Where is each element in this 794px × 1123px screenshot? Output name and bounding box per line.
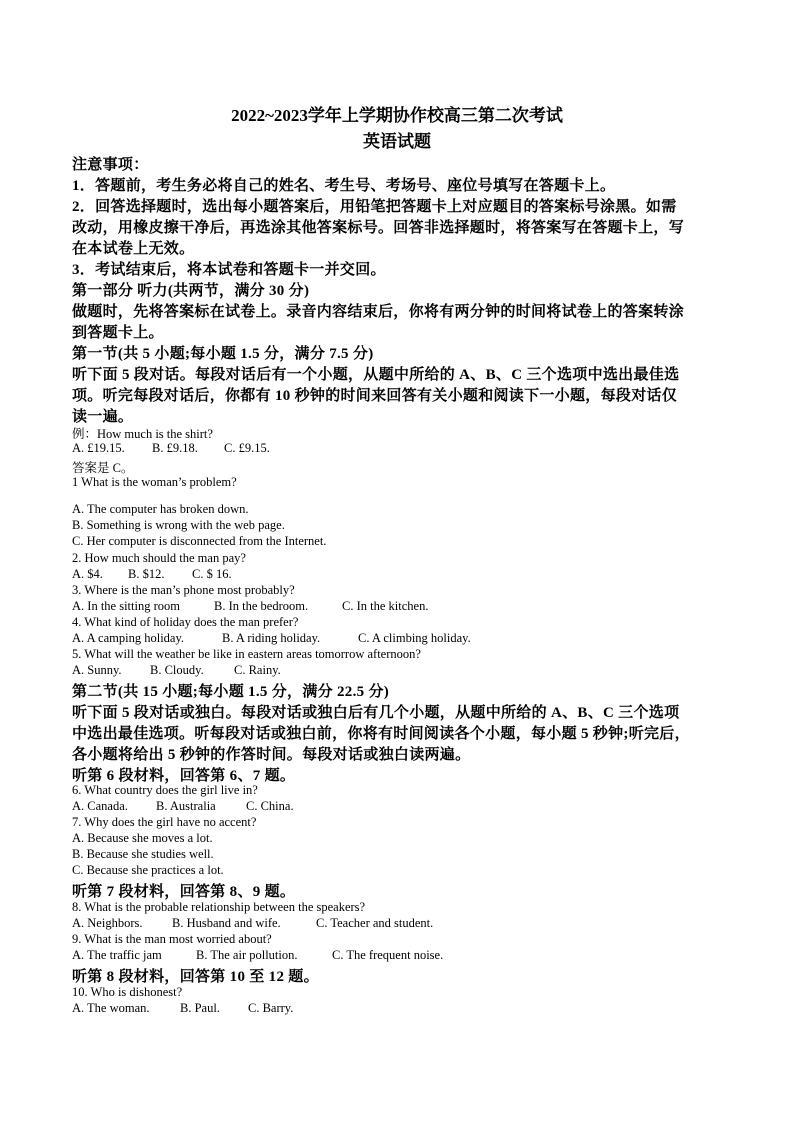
question-4: 4. What kind of holiday does the man prefer? bbox=[72, 615, 299, 629]
material-6-heading: 听第 6 段材料，回答第 6、7 题。 bbox=[72, 768, 296, 784]
section2-heading: 第二节(共 15 小题;每小题 1.5 分，满分 22.5 分) bbox=[72, 684, 390, 700]
option-b: B. Husband and wife. bbox=[172, 916, 281, 930]
question-5: 5. What will the weather be like in eastern areas tomorrow afternoon? bbox=[72, 647, 421, 661]
option-b: B. Australia bbox=[156, 799, 216, 813]
example-answer: 答案是 C。 bbox=[72, 461, 134, 475]
question-9: 9. What is the man most worried about? bbox=[72, 932, 272, 946]
option-b: B. £9.18. bbox=[152, 441, 198, 455]
option-c: C. Teacher and student. bbox=[316, 916, 434, 930]
option-c: C. $ 16. bbox=[192, 567, 232, 581]
question-1-option-c: C. Her computer is disconnected from the Internet. bbox=[72, 534, 327, 548]
option-b: B. Cloudy. bbox=[150, 663, 204, 677]
option-c: C. A climbing holiday. bbox=[358, 631, 471, 645]
option-a: A. £19.15. bbox=[72, 441, 125, 455]
section1-intro-end: 读一遍。 bbox=[72, 409, 134, 425]
option-c: C. Barry. bbox=[248, 1001, 294, 1015]
option-a: A. Sunny. bbox=[72, 663, 122, 677]
notice-item-2: 2．回答选择题时，选出每小题答案后，用铅笔把答题卡上对应题目的答案标号涂黑。如需 bbox=[72, 199, 677, 215]
exam-subtitle: 英语试题 bbox=[363, 132, 431, 151]
question-8-options bbox=[72, 916, 433, 931]
option-b: B. The air pollution. bbox=[196, 948, 298, 962]
question-2-options bbox=[72, 567, 232, 582]
notice-item-3: 3．考试结束后，将本试卷和答题卡一并交回。 bbox=[72, 262, 386, 278]
section1-heading: 第一节(共 5 小题;每小题 1.5 分，满分 7.5 分) bbox=[72, 346, 374, 362]
option-c: C. Rainy. bbox=[234, 663, 281, 677]
question-6: 6. What country does the girl live in? bbox=[72, 783, 258, 797]
option-c: C. In the kitchen. bbox=[342, 599, 429, 613]
section2-intro: 听下面 5 段对话或独白。每段对话或独白后有几个小题，从题中所给的 A、B、C 三个选项 bbox=[72, 705, 680, 721]
section1-intro: 听下面 5 段对话。每段对话后有一个小题，从题中所给的 A、B、C 三个选项中选出最佳选 bbox=[72, 367, 680, 383]
question-10-options bbox=[72, 1001, 293, 1016]
part1-intro: 做题时，先将答案标在试卷上。录音内容结束后，你将有两分钟的时间将试卷上的答案转涂 bbox=[72, 304, 685, 320]
part1-intro-cont: 到答题卡上。 bbox=[72, 325, 164, 341]
option-b: B. In the bedroom. bbox=[214, 599, 309, 613]
part1-heading: 第一部分 听力(共两节，满分 30 分) bbox=[72, 283, 310, 299]
question-10: 10. Who is dishonest? bbox=[72, 985, 183, 999]
question-7: 7. Why does the girl have no accent? bbox=[72, 815, 257, 829]
option-c: C. £9.15. bbox=[224, 441, 270, 455]
question-1-option-a: A. The computer has broken down. bbox=[72, 502, 249, 516]
option-a: A. In the sitting room bbox=[72, 599, 180, 613]
material-8-heading: 听第 8 段材料，回答第 10 至 12 题。 bbox=[72, 969, 319, 985]
option-b: B. A riding holiday. bbox=[222, 631, 321, 645]
exam-title: 2022~2023学年上学期协作校高三第二次考试 bbox=[231, 106, 563, 125]
section2-intro-end: 各小题将给出 5 秒钟的作答时间。每段对话或独白读两遍。 bbox=[72, 747, 471, 763]
material-7-heading: 听第 7 段材料，回答第 8、9 题。 bbox=[72, 884, 296, 900]
option-c: C. China. bbox=[246, 799, 294, 813]
notice-item-1: 1．答题前，考生务必将自己的姓名、考生号、考场号、座位号填写在答题卡上。 bbox=[72, 178, 616, 194]
notice-item-2-end: 在本试卷上无效。 bbox=[72, 241, 195, 257]
option-b: B. Paul. bbox=[180, 1001, 220, 1015]
question-1: 1 What is the woman’s problem? bbox=[72, 475, 237, 489]
question-6-options bbox=[72, 799, 294, 814]
notice-heading: 注意事项： bbox=[72, 157, 149, 173]
option-a: A. The traffic jam bbox=[72, 948, 162, 962]
question-8: 8. What is the probable relationship between the speakers? bbox=[72, 900, 366, 914]
option-a: A. The woman. bbox=[72, 1001, 150, 1015]
question-3: 3. Where is the man’s phone most probably? bbox=[72, 583, 295, 597]
option-a: A. $4. bbox=[72, 567, 103, 581]
section2-intro-cont: 中选出最佳选项。听每段对话或独白前，你将有时间阅读各个小题，每小题 5 秒钟;听完后， bbox=[72, 726, 690, 742]
question-3-options bbox=[72, 599, 428, 614]
question-7-option-c: C. Because she practices a lot. bbox=[72, 863, 224, 877]
example-question: 例：How much is the shirt? bbox=[72, 427, 213, 441]
question-5-options bbox=[72, 663, 281, 678]
question-7-option-b: B. Because she studies well. bbox=[72, 847, 214, 861]
option-c: C. The frequent noise. bbox=[332, 948, 444, 962]
question-1-option-b: B. Something is wrong with the web page. bbox=[72, 518, 285, 532]
notice-item-2-cont: 改动，用橡皮擦干净后，再选涂其他答案标号。回答非选择题时，将答案写在答题卡上，写 bbox=[72, 220, 685, 236]
option-b: B. $12. bbox=[128, 567, 165, 581]
question-4-options bbox=[72, 631, 471, 646]
question-9-options bbox=[72, 948, 443, 963]
example-options bbox=[72, 441, 270, 456]
option-a: A. Neighbors. bbox=[72, 916, 143, 930]
option-a: A. A camping holiday. bbox=[72, 631, 185, 645]
question-2: 2. How much should the man pay? bbox=[72, 551, 246, 565]
section1-intro-cont: 项。听完每段对话后，你都有 10 秒钟的时间来回答有关小题和阅读下一小题，每段对话仅 bbox=[72, 388, 678, 404]
question-7-option-a: A. Because she moves a lot. bbox=[72, 831, 213, 845]
option-a: A. Canada. bbox=[72, 799, 128, 813]
